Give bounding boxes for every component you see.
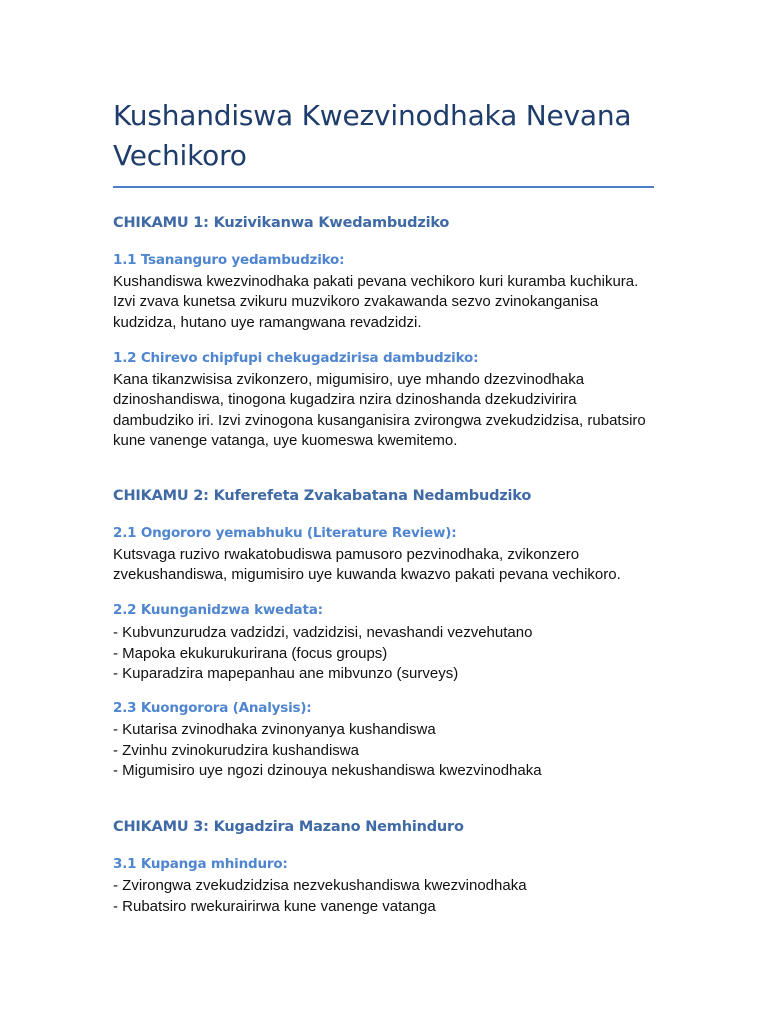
section-2-1-body [113, 545, 621, 586]
paragraph-line: dzinoshandiswa, tinogona kugadzira nzira dzinoshanda dzekudzivirira [113, 391, 577, 409]
section-2-3-heading: 2.3 Kuongorora (Analysis): [113, 700, 312, 716]
paragraph-line: Kutsvaga ruzivo rwakatobudiswa pamusoro pezvinodhaka, zvikonzero [113, 546, 580, 563]
section-1-2-body [113, 370, 646, 451]
list-item: - Kutarisa zvinodhaka zvinonyanya kushandiswa [113, 721, 436, 738]
paragraph-line: Kana tikanzwisisa zvikonzero, migumisiro, uye mhando dzezvinodhaka [113, 371, 585, 388]
paragraph-line: kudzidza, hutano uye ramangwana revadzidzi. [113, 313, 422, 331]
document-title [113, 96, 631, 176]
section-2-3-list [113, 720, 542, 782]
chapter-2-heading: CHIKAMU 2: Kuferefeta Zvakabatana Nedambudziko [113, 488, 532, 504]
section-1-2-heading: 1.2 Chirevo chipfupi chekugadzirisa dambudziko: [113, 350, 479, 366]
chapter-1-heading: CHIKAMU 1: Kuzivikanwa Kwedambudziko [113, 215, 450, 231]
section-2-2-list [113, 623, 532, 685]
section-2-1-heading: 2.1 Ongororo yemabhuku (Literature Review): [113, 525, 457, 541]
section-2-2-heading: 2.2 Kuunganidzwa kwedata: [113, 602, 323, 618]
paragraph-line: Kushandiswa kwezvinodhaka pakati pevana vechikoro kuri kuramba kuchikura. [113, 273, 639, 290]
paragraph-line: zvekushandiswa, migumisiro uye kuwanda kwazvo pakati pevana vechikoro. [113, 566, 621, 584]
list-item: - Mapoka ekukurukurirana (focus groups) [113, 644, 388, 662]
section-3-1-list [113, 876, 527, 917]
paragraph-line: Izvi zvava kunetsa zvikuru muzvikoro zvakawanda sezvo zvinokanganisa [113, 293, 599, 311]
title-underline [113, 186, 654, 188]
section-1-1-body [113, 272, 638, 333]
paragraph-line: dambudziko iri. Izvi zvinogona kusanganisira zvirongwa zvekudzidzisa, rubatsiro [113, 411, 646, 429]
title-line-1: Kushandiswa Kwezvinodhaka Nevana [113, 99, 632, 132]
section-3-1-heading: 3.1 Kupanga mhinduro: [113, 856, 288, 872]
list-item: - Rubatsiro rwekurairirwa kune vanenge vatanga [113, 897, 436, 915]
list-item: - Kubvunzurudza vadzidzi, vadzidzisi, nevashandi vezvehutano [113, 624, 533, 641]
list-item: - Kuparadzira mapepanhau ane mibvunzo (surveys) [113, 665, 459, 682]
list-item: - Migumisiro uye ngozi dzinouya nekushandiswa kwezvinodhaka [113, 762, 542, 779]
paragraph-line: kune vanenge vatanga, uye kuomeswa kwemitemo. [113, 431, 458, 449]
chapter-3-heading: CHIKAMU 3: Kugadzira Mazano Nemhinduro [113, 819, 464, 835]
list-item: - Zvinhu zvinokurudzira kushandiswa [113, 741, 359, 759]
section-1-1-heading: 1.1 Tsananguro yedambudziko: [113, 252, 345, 268]
title-line-2: Vechikoro [113, 139, 247, 172]
list-item: - Zvirongwa zvekudzidzisa nezvekushandiswa kwezvinodhaka [113, 877, 527, 894]
